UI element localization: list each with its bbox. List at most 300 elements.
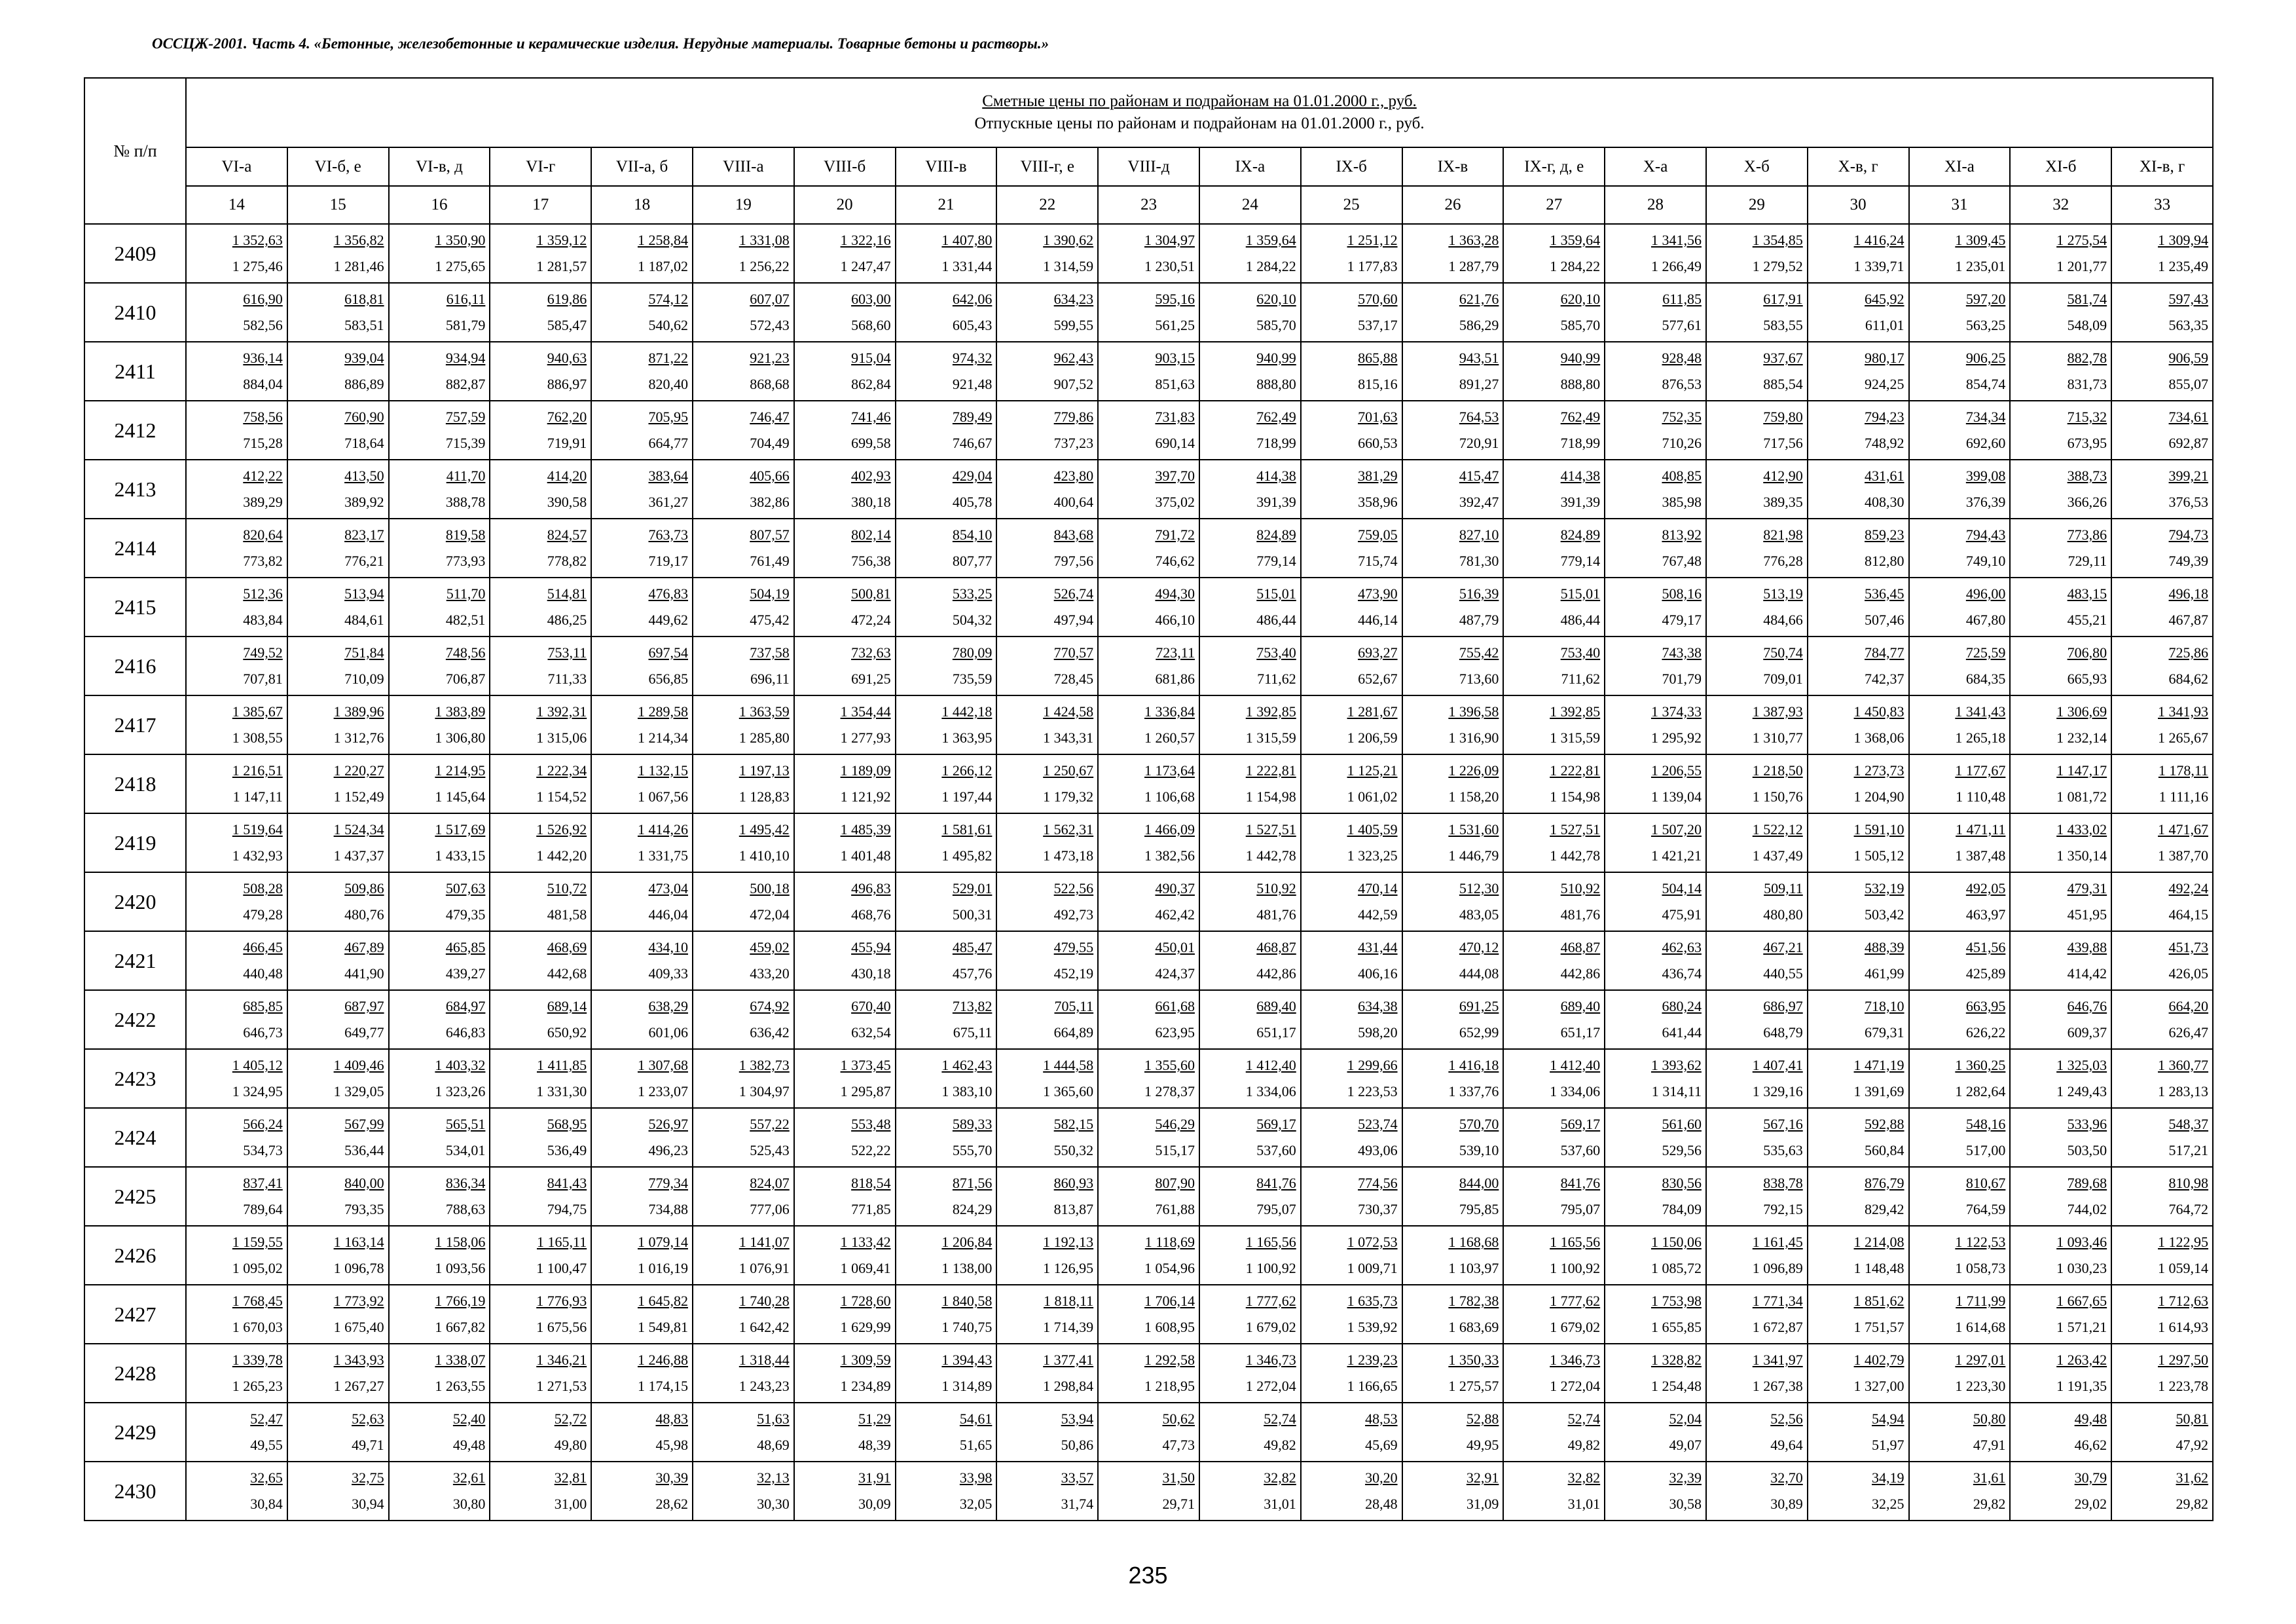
release-price: 1 391,69 xyxy=(1853,1083,1904,1099)
release-price: 534,01 xyxy=(445,1142,486,1158)
release-price: 455,21 xyxy=(2067,612,2107,628)
estimated-price: 1 258,84 xyxy=(637,232,688,248)
price-cell xyxy=(1098,1462,1199,1521)
estimated-price: 725,59 xyxy=(1965,644,2006,661)
estimated-price: 1 206,84 xyxy=(941,1234,993,1250)
estimated-price: 758,56 xyxy=(243,409,283,425)
column-number: 14 xyxy=(186,186,287,224)
price-cell xyxy=(2010,754,2111,813)
release-price: 366,26 xyxy=(2067,494,2107,510)
release-price: 1 714,39 xyxy=(1043,1319,1094,1335)
estimated-price: 536,45 xyxy=(1865,585,1904,602)
price-cell xyxy=(1808,224,1909,283)
release-price: 479,28 xyxy=(243,906,283,923)
price-cell xyxy=(1909,695,2011,754)
estimated-price: 557,22 xyxy=(750,1116,790,1132)
estimated-price: 827,10 xyxy=(1459,526,1499,543)
estimated-price: 1 466,09 xyxy=(1144,821,1195,838)
release-price: 1 110,48 xyxy=(1956,788,2006,805)
price-cell xyxy=(1808,519,1909,578)
estimated-price: 1 740,28 xyxy=(738,1293,790,1309)
price-cell xyxy=(1503,1344,1605,1403)
district-header: X-а xyxy=(1605,147,1706,186)
release-price: 500,31 xyxy=(952,906,993,923)
estimated-price: 1 266,12 xyxy=(941,762,993,779)
district-header: X-в, г xyxy=(1808,147,1909,186)
release-price: 793,35 xyxy=(344,1201,384,1217)
price-cell xyxy=(1909,1462,2011,1521)
release-price: 1 234,89 xyxy=(840,1378,891,1394)
estimated-price: 810,67 xyxy=(1965,1175,2006,1191)
price-cell xyxy=(490,1462,591,1521)
price-cell xyxy=(1199,1108,1301,1167)
release-price: 771,85 xyxy=(851,1201,891,1217)
estimated-price: 1 173,64 xyxy=(1144,762,1195,779)
release-price: 664,77 xyxy=(648,435,688,451)
release-price: 862,84 xyxy=(851,376,891,392)
price-cell xyxy=(996,519,1098,578)
estimated-price: 50,62 xyxy=(1162,1411,1195,1427)
release-price: 497,94 xyxy=(1053,612,1094,628)
table-row xyxy=(84,1226,2213,1285)
estimated-price: 1 411,85 xyxy=(537,1057,587,1073)
release-price: 1 096,89 xyxy=(1752,1260,1803,1276)
estimated-price: 1 387,93 xyxy=(1752,703,1803,720)
release-price: 1 295,92 xyxy=(1650,729,1702,746)
estimated-price: 937,67 xyxy=(1763,350,1803,366)
estimated-price: 516,39 xyxy=(1459,585,1499,602)
estimated-price: 48,83 xyxy=(655,1411,688,1427)
release-price: 47,92 xyxy=(2176,1437,2209,1453)
estimated-price: 1 306,69 xyxy=(2056,703,2107,720)
price-cell xyxy=(2010,224,2111,283)
column-number: 27 xyxy=(1503,186,1605,224)
release-price: 715,39 xyxy=(445,435,486,451)
price-cell xyxy=(389,695,490,754)
table-row xyxy=(84,1049,2213,1108)
estimated-price: 779,86 xyxy=(1053,409,1094,425)
estimated-price: 512,36 xyxy=(243,585,283,602)
release-price: 795,07 xyxy=(1560,1201,1601,1217)
price-cell xyxy=(1605,342,1706,401)
release-price: 1 334,06 xyxy=(1245,1083,1296,1099)
price-cell xyxy=(2111,519,2213,578)
release-price: 1 158,20 xyxy=(1448,788,1499,805)
estimated-price: 753,40 xyxy=(1560,644,1601,661)
release-price: 1 126,95 xyxy=(1043,1260,1094,1276)
price-cell xyxy=(490,990,591,1049)
price-cell xyxy=(1706,283,1808,342)
price-cell xyxy=(186,1108,287,1167)
release-price: 1 284,22 xyxy=(1245,258,1296,274)
price-cell xyxy=(2010,460,2111,519)
estimated-price: 476,83 xyxy=(648,585,688,602)
estimated-price: 467,21 xyxy=(1763,939,1803,955)
estimated-price: 533,96 xyxy=(2067,1116,2107,1132)
release-price: 496,23 xyxy=(648,1142,688,1158)
estimated-price: 1 360,77 xyxy=(2158,1057,2209,1073)
price-cell xyxy=(186,872,287,931)
price-cell xyxy=(2010,990,2111,1049)
price-cell xyxy=(490,813,591,872)
release-price: 882,87 xyxy=(445,376,486,392)
price-cell xyxy=(1808,578,1909,637)
price-cell xyxy=(2111,872,2213,931)
price-cell xyxy=(2111,283,2213,342)
price-cell xyxy=(1503,1403,1605,1462)
release-price: 1 265,67 xyxy=(2158,729,2209,746)
estimated-price: 455,94 xyxy=(851,939,891,955)
estimated-price: 1 273,73 xyxy=(1853,762,1904,779)
estimated-price: 1 728,60 xyxy=(840,1293,891,1309)
price-cell xyxy=(287,578,389,637)
release-price: 583,55 xyxy=(1763,317,1803,333)
estimated-price: 841,76 xyxy=(1560,1175,1601,1191)
release-price: 581,79 xyxy=(445,317,486,333)
price-cell xyxy=(2010,1049,2111,1108)
estimated-price: 943,51 xyxy=(1459,350,1499,366)
item-number: 2418 xyxy=(84,754,186,813)
release-price: 1 179,32 xyxy=(1043,788,1094,805)
table-row xyxy=(84,1108,2213,1167)
price-cell xyxy=(2111,1285,2213,1344)
estimated-price: 450,01 xyxy=(1155,939,1195,955)
release-price: 1 100,92 xyxy=(1550,1260,1601,1276)
estimated-price: 52,47 xyxy=(250,1411,283,1427)
price-cell xyxy=(1199,283,1301,342)
release-price: 831,73 xyxy=(2067,376,2107,392)
release-price: 729,11 xyxy=(2068,553,2107,569)
estimated-price: 1 341,97 xyxy=(1752,1352,1803,1368)
price-cell xyxy=(1503,754,1605,813)
estimated-price: 1 777,62 xyxy=(1550,1293,1601,1309)
release-price: 1 206,59 xyxy=(1347,729,1398,746)
price-cell xyxy=(2111,1108,2213,1167)
estimated-price: 1 222,81 xyxy=(1550,762,1601,779)
price-cell xyxy=(490,578,591,637)
estimated-price: 500,81 xyxy=(851,585,891,602)
price-cell xyxy=(1909,578,2011,637)
price-cell xyxy=(1605,460,1706,519)
release-price: 626,22 xyxy=(1965,1024,2006,1041)
column-number: 17 xyxy=(490,186,591,224)
release-price: 389,35 xyxy=(1763,494,1803,510)
estimated-price: 757,59 xyxy=(445,409,486,425)
price-cell xyxy=(1503,283,1605,342)
estimated-price: 1 318,44 xyxy=(738,1352,790,1368)
estimated-price: 1 531,60 xyxy=(1448,821,1499,838)
price-cell xyxy=(490,1344,591,1403)
release-price: 684,35 xyxy=(1965,671,2006,687)
price-cell xyxy=(591,1049,693,1108)
release-price: 737,23 xyxy=(1053,435,1094,451)
estimated-price: 762,49 xyxy=(1560,409,1601,425)
price-cell xyxy=(591,754,693,813)
price-cell xyxy=(896,401,997,460)
release-price: 560,84 xyxy=(1865,1142,1904,1158)
estimated-price: 1 222,34 xyxy=(536,762,587,779)
price-cell xyxy=(186,1049,287,1108)
price-cell xyxy=(1199,872,1301,931)
estimated-price: 553,48 xyxy=(851,1116,891,1132)
estimated-price: 1 442,18 xyxy=(941,703,993,720)
price-cell xyxy=(186,1344,287,1403)
price-cell xyxy=(1199,224,1301,283)
price-cell xyxy=(896,872,997,931)
release-price: 779,14 xyxy=(1560,553,1601,569)
price-cell xyxy=(1909,1344,2011,1403)
estimated-price: 1 346,73 xyxy=(1550,1352,1601,1368)
price-cell xyxy=(186,931,287,990)
estimated-price: 1 297,01 xyxy=(1955,1352,2006,1368)
release-price: 406,16 xyxy=(1358,965,1398,982)
release-price: 1 672,87 xyxy=(1752,1319,1803,1335)
price-cell xyxy=(693,990,794,1049)
release-price: 1 243,23 xyxy=(738,1378,790,1394)
estimated-price: 762,49 xyxy=(1256,409,1296,425)
release-price: 924,25 xyxy=(1865,376,1904,392)
estimated-price: 906,59 xyxy=(2168,350,2209,366)
estimated-price: 634,23 xyxy=(1053,291,1094,307)
price-cell xyxy=(1503,1167,1605,1226)
estimated-price: 876,79 xyxy=(1865,1175,1904,1191)
estimated-price: 32,70 xyxy=(1770,1469,1803,1486)
district-header: IX-а xyxy=(1199,147,1301,186)
price-cell xyxy=(2010,1462,2111,1521)
item-number: 2419 xyxy=(84,813,186,872)
price-cell xyxy=(389,1167,490,1226)
release-price: 1 298,84 xyxy=(1043,1378,1094,1394)
price-cell xyxy=(591,813,693,872)
release-price: 483,05 xyxy=(1459,906,1499,923)
price-cell xyxy=(1301,872,1402,931)
district-header: VIII-в xyxy=(896,147,997,186)
price-cell xyxy=(1402,460,1504,519)
estimated-price: 1 471,19 xyxy=(1853,1057,1904,1073)
price-cell xyxy=(1402,224,1504,283)
release-price: 486,25 xyxy=(547,612,587,628)
price-cell xyxy=(389,872,490,931)
release-price: 389,92 xyxy=(344,494,384,510)
price-cell xyxy=(1301,1344,1402,1403)
estimated-price: 1 363,28 xyxy=(1448,232,1499,248)
estimated-price: 510,92 xyxy=(1560,880,1601,896)
estimated-price: 940,63 xyxy=(547,350,587,366)
estimated-price: 1 433,02 xyxy=(2056,821,2107,838)
estimated-price: 1 093,46 xyxy=(2056,1234,2107,1250)
price-cell xyxy=(896,342,997,401)
release-price: 30,94 xyxy=(352,1496,384,1512)
estimated-price: 565,51 xyxy=(445,1116,486,1132)
column-number: 19 xyxy=(693,186,794,224)
release-price: 1 100,47 xyxy=(536,1260,587,1276)
price-cell xyxy=(794,1344,896,1403)
estimated-price: 810,98 xyxy=(2168,1175,2209,1191)
release-price: 49,07 xyxy=(1669,1437,1702,1453)
estimated-price: 1 753,98 xyxy=(1650,1293,1702,1309)
release-price: 409,33 xyxy=(648,965,688,982)
estimated-price: 723,11 xyxy=(1156,644,1195,661)
price-cell xyxy=(1706,931,1808,990)
price-cell xyxy=(287,1403,389,1462)
estimated-price: 30,79 xyxy=(2074,1469,2107,1486)
price-cell xyxy=(693,342,794,401)
release-price: 1 147,11 xyxy=(232,788,283,805)
release-price: 1 432,93 xyxy=(232,847,283,864)
release-price: 504,32 xyxy=(952,612,993,628)
price-cell xyxy=(1503,1462,1605,1521)
release-price: 1 683,69 xyxy=(1448,1319,1499,1335)
release-price: 472,24 xyxy=(851,612,891,628)
release-price: 537,60 xyxy=(1560,1142,1601,1158)
estimated-price: 743,38 xyxy=(1662,644,1702,661)
release-price: 468,76 xyxy=(851,906,891,923)
release-price: 480,76 xyxy=(344,906,384,923)
price-cell xyxy=(794,578,896,637)
price-cell xyxy=(186,578,287,637)
estimated-price: 488,39 xyxy=(1865,939,1904,955)
table-row xyxy=(84,872,2213,931)
price-cell xyxy=(1605,1344,1706,1403)
release-price: 648,79 xyxy=(1763,1024,1803,1041)
estimated-price: 1 776,93 xyxy=(536,1293,587,1309)
estimated-price: 414,38 xyxy=(1560,468,1601,484)
price-cell xyxy=(1706,519,1808,578)
price-cell xyxy=(490,401,591,460)
estimated-price: 1 359,64 xyxy=(1550,232,1601,248)
price-cell xyxy=(2111,1049,2213,1108)
estimated-price: 1 407,80 xyxy=(941,232,993,248)
price-cell xyxy=(287,283,389,342)
price-cell xyxy=(1098,990,1199,1049)
release-price: 1 095,02 xyxy=(232,1260,283,1276)
estimated-price: 685,85 xyxy=(243,998,283,1014)
estimated-price: 567,16 xyxy=(1763,1116,1803,1132)
estimated-price: 1 355,60 xyxy=(1144,1057,1195,1073)
item-number: 2409 xyxy=(84,224,186,283)
release-price: 29,82 xyxy=(1973,1496,2006,1512)
release-price: 426,05 xyxy=(2168,965,2209,982)
estimated-price: 50,80 xyxy=(1973,1411,2006,1427)
release-price: 1 675,56 xyxy=(536,1319,587,1335)
release-price: 1 571,21 xyxy=(2056,1319,2107,1335)
release-price: 1 675,40 xyxy=(333,1319,384,1335)
estimated-price: 759,80 xyxy=(1763,409,1803,425)
release-price: 1 121,92 xyxy=(840,788,891,805)
release-price: 1 410,10 xyxy=(738,847,790,864)
price-cell xyxy=(693,754,794,813)
release-price: 1 287,79 xyxy=(1448,258,1499,274)
price-cell xyxy=(1808,342,1909,401)
price-cell xyxy=(186,460,287,519)
estimated-price: 686,97 xyxy=(1763,998,1803,1014)
item-number: 2411 xyxy=(84,342,186,401)
estimated-price: 399,21 xyxy=(2168,468,2209,484)
release-price: 482,51 xyxy=(445,612,486,628)
price-cell xyxy=(1605,1049,1706,1108)
price-cell xyxy=(1301,519,1402,578)
item-number: 2416 xyxy=(84,637,186,695)
release-price: 1 350,14 xyxy=(2056,847,2107,864)
price-cell xyxy=(1098,578,1199,637)
estimated-price: 1 374,33 xyxy=(1650,703,1702,720)
release-price: 776,28 xyxy=(1763,553,1803,569)
estimated-price: 838,78 xyxy=(1763,1175,1803,1191)
estimated-price: 504,14 xyxy=(1662,880,1702,896)
price-cell xyxy=(287,1462,389,1521)
price-cell xyxy=(693,401,794,460)
release-price: 1 272,04 xyxy=(1550,1378,1601,1394)
estimated-price: 414,38 xyxy=(1256,468,1296,484)
estimated-price: 467,89 xyxy=(344,939,384,955)
estimated-price: 689,40 xyxy=(1256,998,1296,1014)
estimated-price: 1 392,85 xyxy=(1550,703,1601,720)
release-price: 1 323,25 xyxy=(1347,847,1398,864)
estimated-price: 1 214,08 xyxy=(1853,1234,1904,1250)
estimated-price: 1 389,96 xyxy=(333,703,384,720)
price-cell xyxy=(996,1285,1098,1344)
price-cell xyxy=(1301,224,1402,283)
release-price: 679,31 xyxy=(1865,1024,1904,1041)
table-row xyxy=(84,578,2213,637)
release-price: 1 284,22 xyxy=(1550,258,1601,274)
price-cell xyxy=(996,401,1098,460)
price-cell xyxy=(1301,637,1402,695)
estimated-price: 388,73 xyxy=(2067,468,2107,484)
estimated-price: 1 132,15 xyxy=(637,762,688,779)
release-price: 788,63 xyxy=(445,1201,486,1217)
estimated-price: 408,85 xyxy=(1662,468,1702,484)
price-cell xyxy=(2010,872,2111,931)
release-price: 1 387,70 xyxy=(2158,847,2209,864)
estimated-price: 725,86 xyxy=(2168,644,2209,661)
estimated-price: 1 341,93 xyxy=(2158,703,2209,720)
price-cell xyxy=(1909,872,2011,931)
price-cell xyxy=(996,637,1098,695)
release-price: 707,81 xyxy=(243,671,283,687)
estimated-price: 512,30 xyxy=(1459,880,1499,896)
release-price: 709,01 xyxy=(1763,671,1803,687)
price-cell xyxy=(2111,1167,2213,1226)
price-cell xyxy=(896,1226,997,1285)
price-cell xyxy=(1199,342,1301,401)
price-cell xyxy=(2111,931,2213,990)
price-cell xyxy=(287,1049,389,1108)
release-price: 503,50 xyxy=(2067,1142,2107,1158)
price-cell xyxy=(1402,990,1504,1049)
price-cell xyxy=(1098,401,1199,460)
release-price: 1 495,82 xyxy=(941,847,993,864)
price-cell xyxy=(1199,813,1301,872)
release-price: 599,55 xyxy=(1053,317,1094,333)
estimated-price: 483,15 xyxy=(2067,585,2107,602)
table-row xyxy=(84,990,2213,1049)
price-cell xyxy=(186,1226,287,1285)
estimated-price: 1 250,67 xyxy=(1043,762,1094,779)
release-price: 1 679,02 xyxy=(1550,1319,1601,1335)
price-cell xyxy=(1199,1403,1301,1462)
release-price: 442,86 xyxy=(1256,965,1296,982)
release-price: 517,21 xyxy=(2168,1142,2209,1158)
estimated-price: 841,43 xyxy=(547,1175,587,1191)
estimated-price: 1 192,13 xyxy=(1043,1234,1094,1250)
price-cell xyxy=(1706,990,1808,1049)
price-cell xyxy=(2010,1167,2111,1226)
release-price: 1 679,02 xyxy=(1245,1319,1296,1335)
release-price: 475,91 xyxy=(1662,906,1702,923)
table-row xyxy=(84,224,2213,283)
release-price: 807,77 xyxy=(952,553,993,569)
